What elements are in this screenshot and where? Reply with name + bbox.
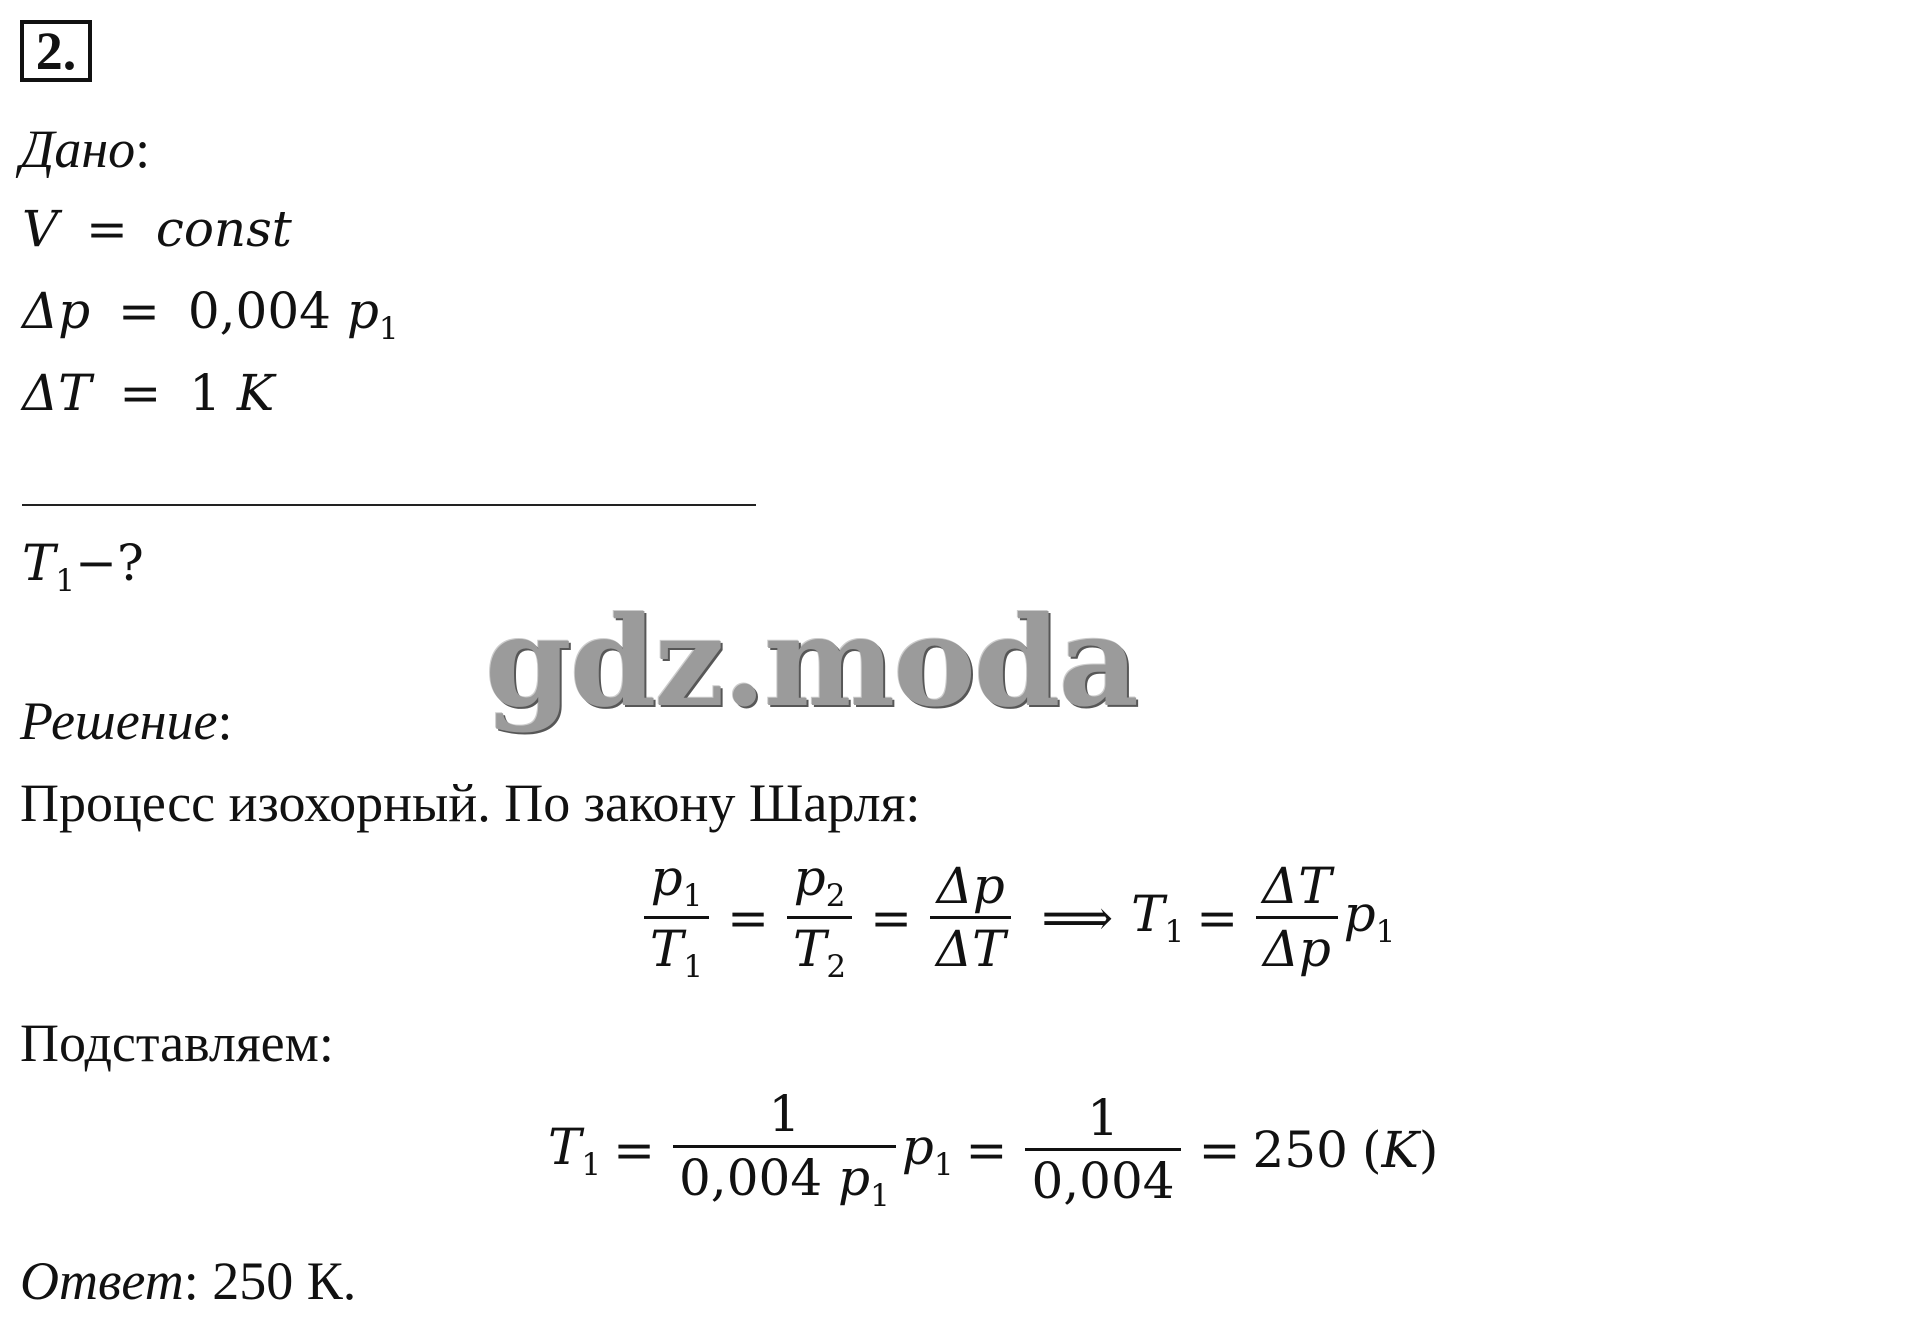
find-sub: 1	[55, 562, 76, 599]
fraction-p1-t1: $\frac{p_1}{T_1}$	[644, 852, 709, 984]
given-v-rhs: const	[155, 200, 292, 258]
equals-sign: =	[118, 282, 160, 340]
given-temperature-line	[22, 364, 274, 422]
multiplier-p1: $p_1$	[901, 1117, 954, 1183]
given-dp-var: p	[346, 282, 379, 340]
equals-sign: =	[1196, 888, 1239, 947]
fraction-p2-t2: $\frac{p_2}{T_2}$	[787, 852, 852, 984]
given-dp-sub: 1	[378, 310, 399, 347]
given-colon: :	[135, 119, 151, 179]
charles-law-formula	[638, 849, 1396, 986]
answer-colon: :	[183, 1251, 199, 1311]
solution-heading: Решение	[20, 691, 218, 751]
equals-sign: =	[727, 888, 769, 947]
solution-sentence: Процесс изохорный. По закону Шарля:	[20, 773, 921, 833]
result-var: $T_1$	[1131, 885, 1185, 951]
equals-sign: =	[86, 200, 128, 258]
fraction-1-over-0004: $\frac{1}{0,004}$	[1025, 1092, 1180, 1208]
lhs-var: $T_1$	[548, 1117, 602, 1183]
fraction-dp-dt: $\frac{\Delta p}{\Delta T}$	[930, 860, 1011, 976]
given-pressure-line	[22, 282, 399, 347]
implies-arrow: ⟹	[1041, 888, 1114, 947]
given-heading-line	[20, 118, 150, 180]
fraction-dt-dp: $\frac{\Delta T}{\Delta p}$	[1256, 860, 1337, 976]
result-unit: (K)	[1361, 1120, 1439, 1179]
given-dp-value: 0,004	[187, 282, 331, 340]
answer-line	[20, 1250, 356, 1312]
solution-heading-line	[20, 690, 233, 752]
equals-sign: =	[965, 1120, 1008, 1179]
equals-sign: =	[613, 1120, 655, 1179]
find-line	[22, 534, 144, 599]
fraction-1-over-0004p1: $\frac{1}{0,004 p_1}$	[673, 1088, 896, 1212]
equals-sign: =	[1198, 1120, 1241, 1179]
given-dp-lhs: Δp	[22, 282, 91, 340]
given-volume-line	[22, 200, 292, 258]
multiplier-p1: $p_1$	[1343, 885, 1396, 951]
given-v-lhs: V	[22, 200, 59, 258]
problem-number: 2.	[20, 20, 92, 82]
find-question: −?	[75, 534, 144, 592]
equals-sign: =	[119, 364, 162, 422]
watermark-logo: gdz.moda	[485, 590, 1137, 735]
solution-colon: :	[217, 691, 233, 751]
result-value: 250	[1252, 1120, 1348, 1179]
given-dt-lhs: ΔT	[22, 364, 92, 422]
answer-value: 250 К.	[212, 1251, 357, 1311]
given-heading: Дано	[20, 119, 136, 179]
substitution-formula	[548, 1085, 1439, 1214]
find-var: T	[22, 534, 56, 592]
answer-label: Ответ	[20, 1251, 184, 1311]
given-dt-value: 1	[189, 364, 221, 422]
equals-sign: =	[870, 888, 912, 947]
given-dt-unit: K	[236, 364, 275, 422]
given-divider	[22, 504, 756, 506]
substitute-label: Подставляем:	[20, 1013, 334, 1073]
